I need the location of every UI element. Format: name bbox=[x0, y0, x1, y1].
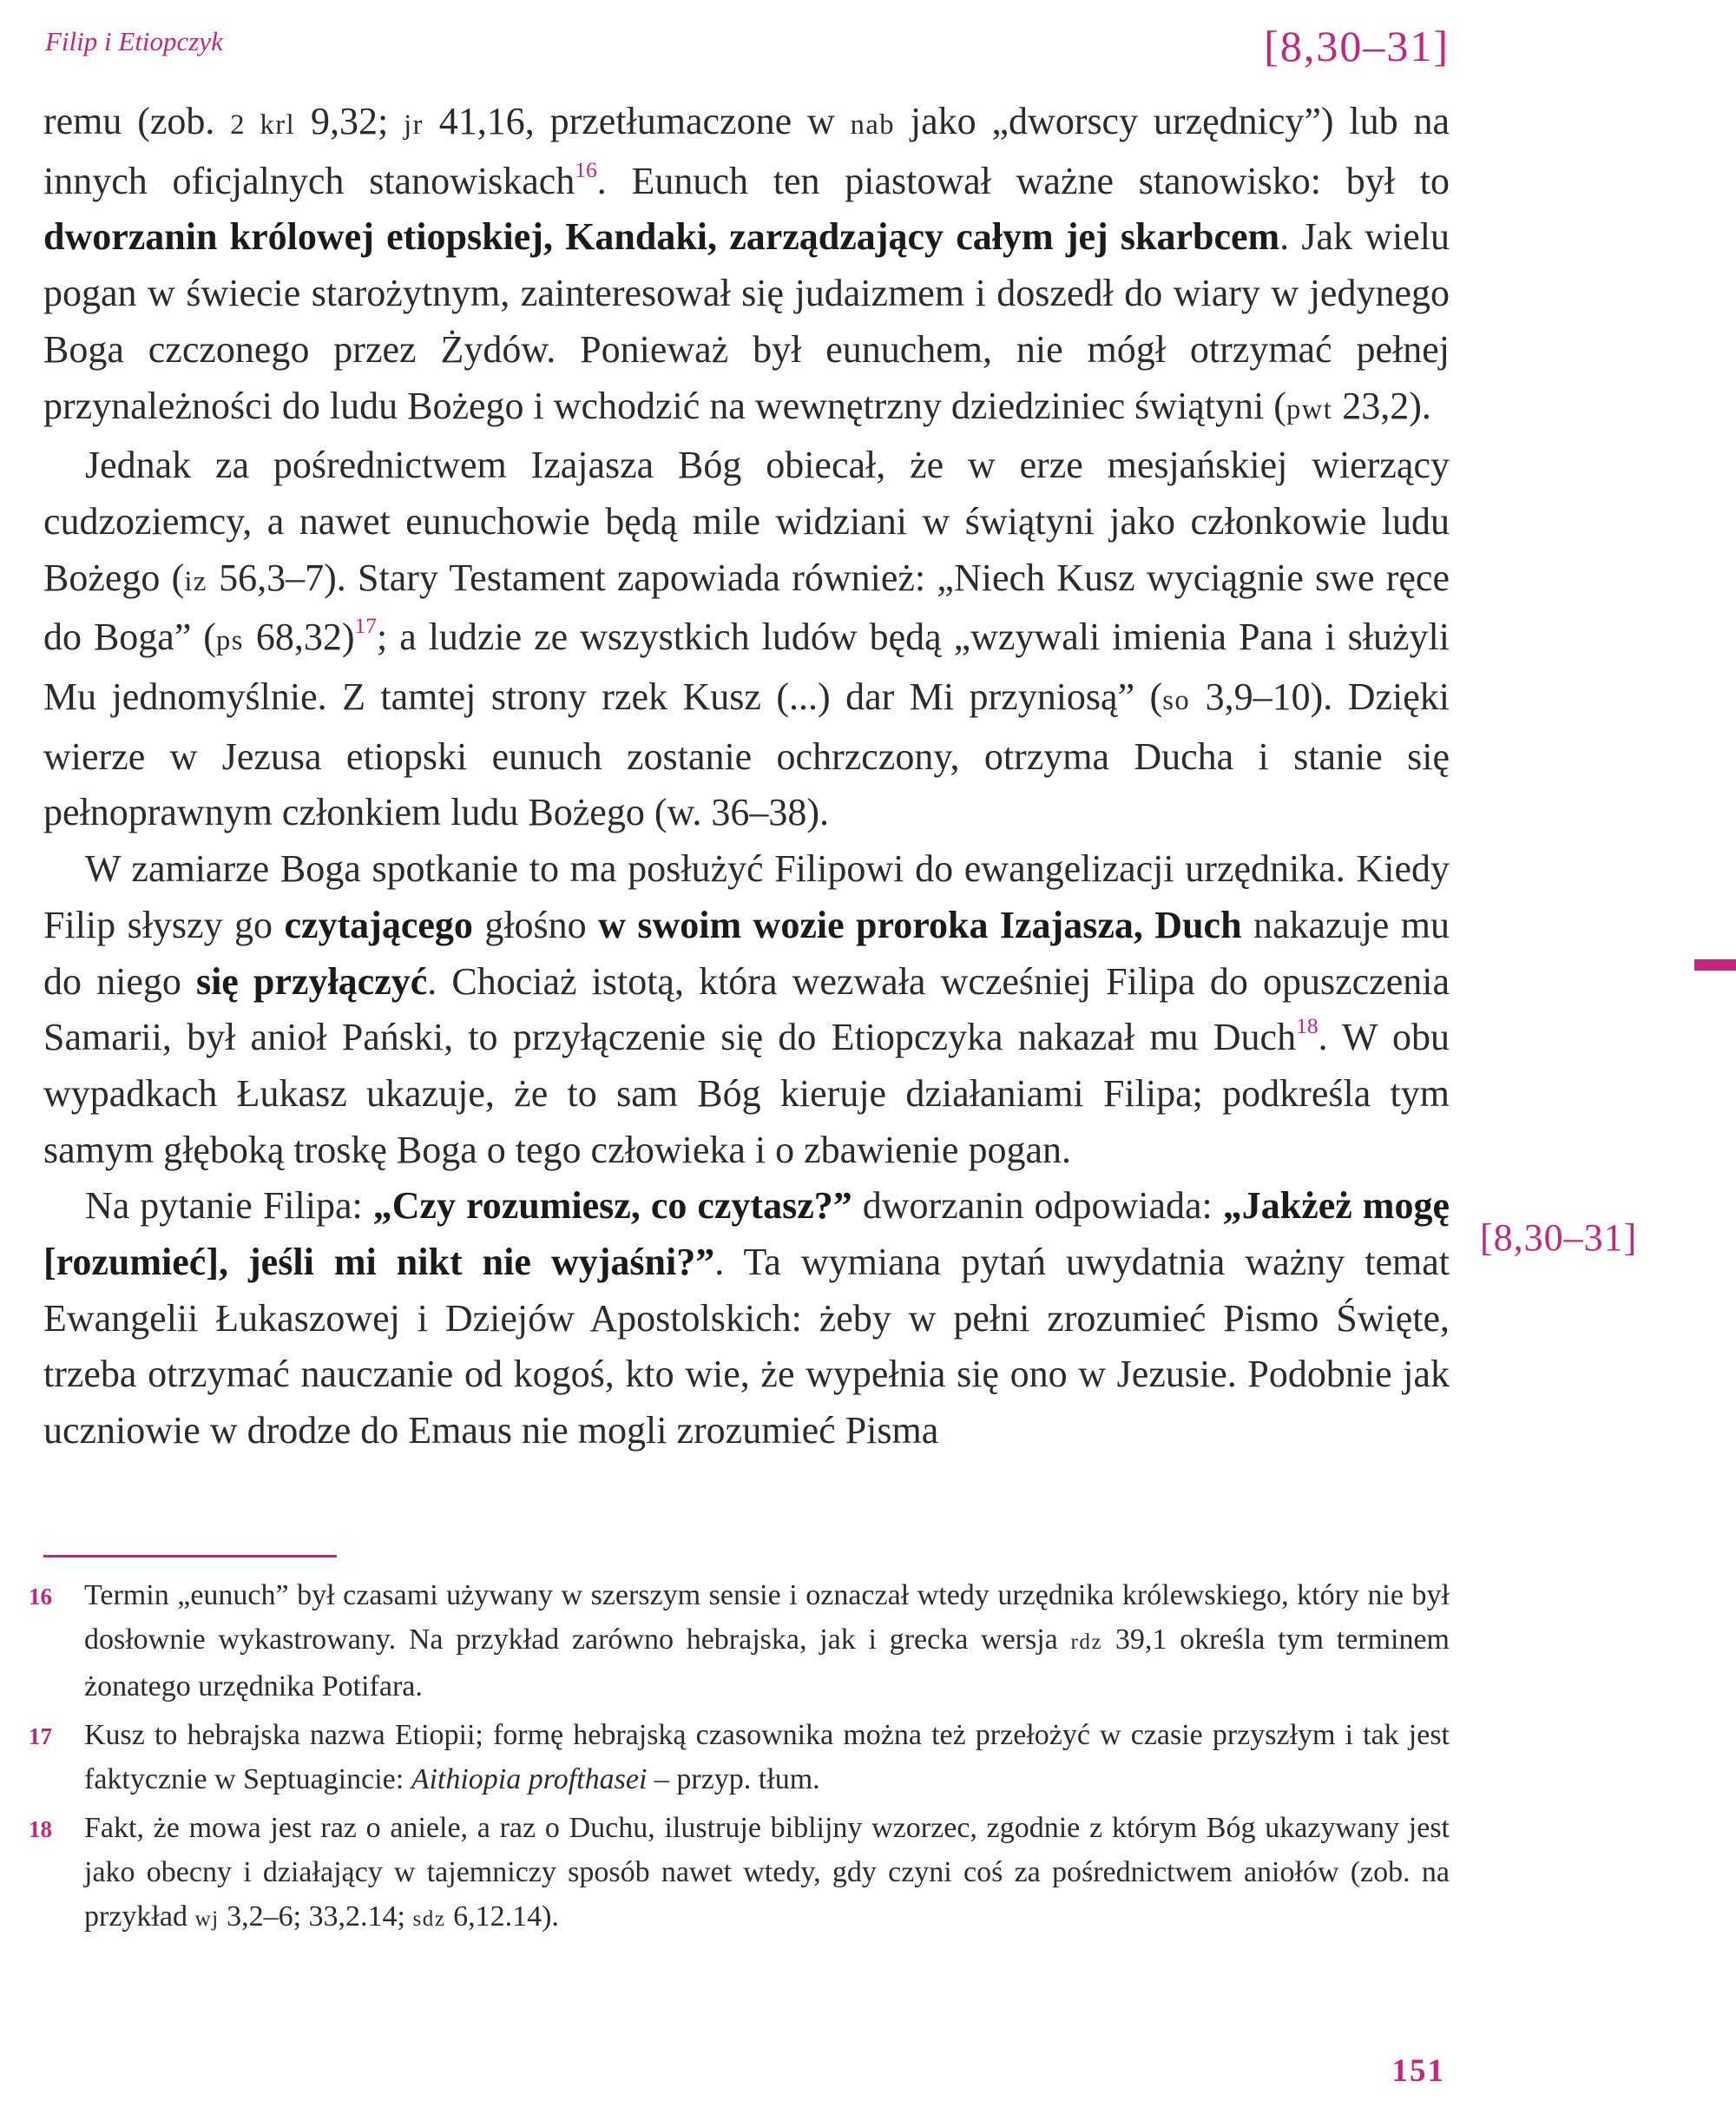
paragraph-2: Jednak za pośrednictwem Izajasza Bóg obiecał, że w erze mesjańskiej wierzący cudzoziemcy, a nawet eunuchowie będą mile widziani w świątyni jako członkowie ludu Bożego (iz 56,3–7). Stary Testament zapowiada również: „Niech Kusz wyciągnie swe ręce do Boga” (ps 68,32)$^{17}$; a ludzie ze wszystkich ludów będą „wzywali imienia Pana i służyli Mu jednomyślnie. Z tamtej strony rzek Kusz (...) dar Mi przyniosą” (so 3,9–10). Dzięki wierze w Jezusa etiopski eunuch zostanie ochrzczony, otrzyma Ducha i stanie się pełnoprawnym członkiem ludu Bożego (w. 36–38). bbox=[43, 444, 1450, 834]
scripture-ref: ps bbox=[215, 625, 244, 657]
scripture-ref: so bbox=[1162, 685, 1191, 717]
abbreviation: nab bbox=[850, 109, 896, 141]
quoted-verse: „Czy rozumiesz, co czytasz?” bbox=[372, 1184, 852, 1228]
thumb-index-tab bbox=[1694, 959, 1736, 971]
quoted-verse: dworzanin królowej etiopskiej, Kandaki, zarządzający całym jej skarbcem bbox=[43, 215, 1280, 259]
scripture-ref: sdz bbox=[412, 1907, 446, 1931]
quoted-verse: czytającego bbox=[284, 903, 473, 946]
paragraph-3: W zamiarze Boga spotkanie to ma posłużyć Filipowi do ewangelizacji urzędnika. Kiedy Filip słyszy go czytającego głośno w swoim wozie proroka Izajasza, Duch nakazuje mu do niego się przyłączyć. Chociaż istotą, która wezwała wcześniej Filipa do opuszczenia Samarii, był anioł Pański, to przyłączenie się do Etiopczyka nakazał mu Duch$^{18}$. W obu wypadkach Łukasz ukazuje, że to sam Bóg kieruje działaniami Filipa; podkreśla tym samym głęboką troskę Boga o tego człowieka i o zbawienie pogan. bbox=[43, 847, 1450, 1171]
footnote-18: 18 Fakt, że mowa jest raz o aniele, a raz o Duchu, ilustruje biblijny wzorzec, zgodnie z którym Bóg ukazywany jest jako obecny i działający w tajemniczy sposób nawet wtedy, gdy czyni coś za pośrednictwem aniołów (zob. na przykład wj 3,2–6; 33,2.14; sdz 6,12.14). bbox=[29, 1806, 1450, 1941]
margin-verse-reference: [8,30–31] bbox=[1480, 1216, 1638, 1259]
footnote-marker[interactable]: 16 bbox=[575, 156, 597, 182]
main-text bbox=[43, 94, 1450, 1459]
quoted-verse: w swoim wozie proroka Izajasza, Duch bbox=[598, 903, 1242, 946]
footnote-16: 16 Termin „eunuch” był czasami używany w szerszym sensie i oznaczał wtedy urzędnika królewskiego, który nie był dosłownie wykastrowany. Na przykład zarówno hebrajska, jak i grecka wersja rdz 39,1 określa tym terminem żonatego urzędnika Potifara. bbox=[29, 1573, 1450, 1709]
scripture-ref: wj bbox=[194, 1907, 220, 1931]
quoted-verse: „Jakżeż mogę [rozumieć], jeśli mi nikt nie wyjaśni?” bbox=[43, 1184, 1450, 1284]
scripture-ref: pwt bbox=[1286, 393, 1333, 425]
page-number: 151 bbox=[1391, 2053, 1445, 2089]
scripture-ref: 2 krl bbox=[230, 109, 296, 141]
quoted-verse: się przyłączyć bbox=[195, 959, 428, 1003]
scripture-ref: iz bbox=[184, 565, 207, 597]
footnotes bbox=[29, 1573, 1450, 1946]
header-verse-reference: [8,30–31] bbox=[1264, 22, 1450, 70]
footnote-17: 17 Kusz to hebrajska nazwa Etiopii; formę hebrajską czasownika można też przełożyć w czasie przyszłym i tak jest faktycznie w Septuagincie: Aithiopia profthasei – przyp. tłum. bbox=[29, 1713, 1450, 1801]
footnote-number: 17 bbox=[29, 1723, 52, 1749]
footnote-number: 16 bbox=[29, 1584, 52, 1610]
running-title: Filip i Etiopczyk bbox=[45, 26, 223, 56]
italic-term: Aithiopia profthasei bbox=[411, 1763, 648, 1795]
scripture-ref: rdz bbox=[1070, 1630, 1103, 1654]
scripture-ref: jr bbox=[404, 109, 424, 141]
footnote-separator bbox=[43, 1555, 337, 1558]
footnote-marker[interactable]: 18 bbox=[1296, 1013, 1318, 1039]
paragraph-1: remu (zob. 2 krl 9,32; jr 41,16, przetłumaczone w nab jako „dworscy urzędnicy”) lub na innych oficjalnych stanowiskach$^{16}$. Eunuch ten piastował ważne stanowisko: był to dworzanin królowej etiopskiej, Kandaki, zarządzający całym jej skarbcem. Jak wielu pogan w świecie starożytnym, zainteresował się judaizmem i doszedł do wiary w jedynego Boga czczonego przez Żydów. Ponieważ był eunuchem, nie mógł otrzymać pełnej przynależności do ludu Bożego i wchodzić na wewnętrzny dziedziniec świątyni (pwt 23,2). bbox=[43, 100, 1450, 427]
footnote-marker[interactable]: 17 bbox=[354, 613, 378, 639]
paragraph-4: Na pytanie Filipa: „Czy rozumiesz, co czytasz?” dworzanin odpowiada: „Jakżeż mogę [rozumieć], jeśli mi nikt nie wyjaśni?”. Ta wymiana pytań uwydatnia ważny temat Ewangelii Łukaszowej i Dziejów Apostolskich: żeby w pełni zrozumieć Pismo Święte, trzeba otrzymać nauczanie od kogoś, kto wie, że wypełnia się ono w Jezusie. Podobnie jak uczniowie w drodze do Emaus nie mogli zrozumieć Pisma bbox=[43, 1184, 1450, 1452]
footnote-number: 18 bbox=[29, 1816, 52, 1842]
